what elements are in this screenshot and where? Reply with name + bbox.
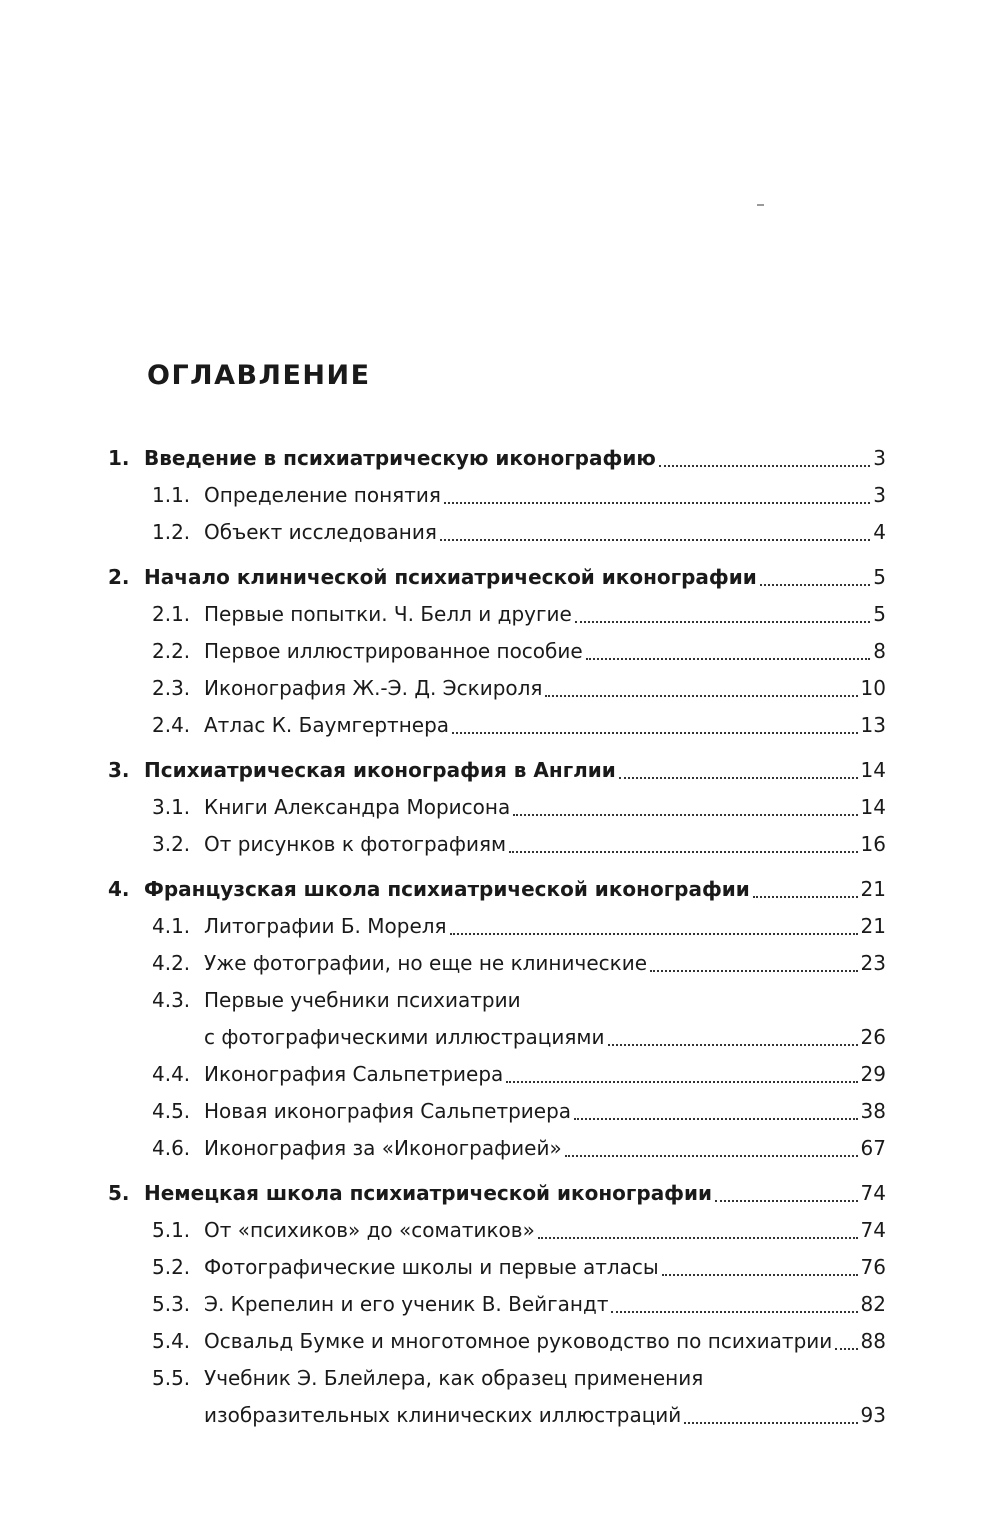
dot-leader [440, 539, 870, 541]
dot-leader [452, 732, 858, 734]
table-of-contents [108, 440, 886, 1434]
section-title: Иконография за «Иконографией» [204, 1136, 562, 1160]
dot-leader [565, 1155, 858, 1157]
dot-leader [662, 1274, 858, 1276]
chapter-page-number: 5 [873, 565, 886, 589]
section-title: Определение понятия [204, 483, 441, 507]
section-number: 3.2. [152, 832, 191, 856]
dot-leader [506, 1081, 857, 1083]
toc-section[interactable] [108, 514, 886, 551]
toc-section[interactable] [108, 477, 886, 514]
toc-section[interactable] [108, 908, 886, 945]
section-number: 4.4. [152, 1062, 191, 1086]
section-title: Атлас К. Баумгертнера [204, 713, 450, 737]
section-title: Иконография Ж.-Э. Д. Эскироля [204, 676, 543, 700]
dot-leader [574, 1118, 857, 1120]
section-page-number: 16 [860, 832, 886, 856]
chapter-title: Психиатрическая иконография в Англии [144, 758, 616, 782]
section-page-number: 8 [873, 639, 886, 663]
chapter-number: 2. [108, 565, 130, 589]
dot-leader [444, 502, 870, 504]
toc-section[interactable] [108, 633, 886, 670]
section-number: 5.1. [152, 1218, 191, 1242]
section-title: От «психиков» до «соматиков» [204, 1218, 535, 1242]
dot-leader [715, 1200, 857, 1202]
chapter-page-number: 74 [860, 1181, 886, 1205]
toc-section[interactable] [108, 1056, 886, 1093]
section-page-number: 88 [860, 1329, 886, 1353]
toc-section[interactable] [108, 1093, 886, 1130]
section-title: Фотографические школы и первые атласы [204, 1255, 659, 1279]
toc-section[interactable] [108, 982, 886, 1056]
toc-section[interactable] [108, 1249, 886, 1286]
chapter-number: 4. [108, 877, 130, 901]
toc-section[interactable] [108, 1286, 886, 1323]
dot-leader [509, 851, 857, 853]
section-number: 3.1. [152, 795, 191, 819]
section-page-number: 82 [860, 1292, 886, 1316]
toc-section[interactable] [108, 789, 886, 826]
section-title: Объект исследования [204, 520, 437, 544]
section-title: Э. Крепелин и его ученик В. Вейгандт [204, 1292, 609, 1316]
section-page-number: 26 [860, 1025, 886, 1049]
section-page-number: 67 [860, 1136, 886, 1160]
section-page-number: 5 [873, 602, 886, 626]
section-title: Освальд Бумке и многотомное руководство по психиатрии [204, 1329, 833, 1353]
dot-leader [575, 621, 870, 623]
dot-leader [611, 1311, 857, 1313]
section-page-number: 93 [860, 1403, 886, 1427]
toc-chapter[interactable] [108, 871, 886, 908]
toc-chapter[interactable] [108, 559, 886, 596]
section-number: 5.3. [152, 1292, 191, 1316]
dot-leader [684, 1422, 857, 1424]
dot-leader [545, 695, 857, 697]
toc-section[interactable] [108, 826, 886, 863]
section-page-number: 14 [860, 795, 886, 819]
section-number: 5.4. [152, 1329, 191, 1353]
chapter-title: Немецкая школа психиатрической иконографии [144, 1181, 713, 1205]
toc-chapter[interactable] [108, 440, 886, 477]
section-page-number: 4 [873, 520, 886, 544]
toc-section[interactable] [108, 1323, 886, 1360]
chapter-title: Начало клинической психиатрической иконографии [144, 565, 757, 589]
toc-chapter[interactable] [108, 752, 886, 789]
section-page-number: 23 [860, 951, 886, 975]
scan-speck [757, 204, 764, 206]
section-title: Первые учебники психиатрии [204, 988, 521, 1012]
section-title: Первые попытки. Ч. Белл и другие [204, 602, 572, 626]
section-number: 4.2. [152, 951, 191, 975]
chapter-title: Введение в психиатрическую иконографию [144, 446, 656, 470]
chapter-page-number: 3 [873, 446, 886, 470]
dot-leader [450, 933, 858, 935]
section-title: Учебник Э. Блейлера, как образец применения [204, 1366, 704, 1390]
section-page-number: 21 [860, 914, 886, 938]
dot-leader [835, 1348, 857, 1350]
section-title-continuation: изобразительных клинических иллюстраций [204, 1403, 682, 1427]
dot-leader [753, 896, 858, 898]
section-page-number: 29 [860, 1062, 886, 1086]
chapter-page-number: 14 [860, 758, 886, 782]
chapter-number: 5. [108, 1181, 130, 1205]
dot-leader [619, 777, 858, 779]
section-page-number: 10 [860, 676, 886, 700]
chapter-number: 3. [108, 758, 130, 782]
section-number: 2.2. [152, 639, 191, 663]
page-title: ОГЛАВЛЕНИЕ [147, 360, 371, 391]
chapter-number: 1. [108, 446, 130, 470]
toc-section[interactable] [108, 707, 886, 744]
toc-section[interactable] [108, 670, 886, 707]
section-number: 4.1. [152, 914, 191, 938]
section-number: 5.5. [152, 1366, 191, 1390]
section-title: Книги Александра Морисона [204, 795, 511, 819]
dot-leader [513, 814, 857, 816]
section-number: 1.1. [152, 483, 191, 507]
section-title: Новая иконография Сальпетриера [204, 1099, 572, 1123]
section-title: Иконография Сальпетриера [204, 1062, 504, 1086]
dot-leader [760, 584, 870, 586]
section-number: 5.2. [152, 1255, 191, 1279]
section-page-number: 76 [860, 1255, 886, 1279]
section-page-number: 13 [860, 713, 886, 737]
dot-leader [608, 1044, 858, 1046]
section-title: Литографии Б. Мореля [204, 914, 447, 938]
section-number: 4.5. [152, 1099, 191, 1123]
toc-section[interactable] [108, 1360, 886, 1434]
section-title-continuation: с фотографическими иллюстрациями [204, 1025, 605, 1049]
section-number: 4.6. [152, 1136, 191, 1160]
section-number: 2.3. [152, 676, 191, 700]
section-number: 2.1. [152, 602, 191, 626]
section-page-number: 3 [873, 483, 886, 507]
chapter-page-number: 21 [860, 877, 886, 901]
toc-chapter[interactable] [108, 1175, 886, 1212]
toc-section[interactable] [108, 1130, 886, 1167]
toc-section[interactable] [108, 1212, 886, 1249]
dot-leader [538, 1237, 858, 1239]
section-title: От рисунков к фотографиям [204, 832, 507, 856]
dot-leader [650, 970, 858, 972]
toc-section[interactable] [108, 596, 886, 633]
toc-section[interactable] [108, 945, 886, 982]
chapter-title: Французская школа психиатрической иконографии [144, 877, 750, 901]
dot-leader [586, 658, 871, 660]
section-title: Первое иллюстрированное пособие [204, 639, 583, 663]
section-number: 4.3. [152, 988, 191, 1012]
section-page-number: 74 [860, 1218, 886, 1242]
dot-leader [659, 465, 870, 467]
section-number: 2.4. [152, 713, 191, 737]
section-number: 1.2. [152, 520, 191, 544]
section-page-number: 38 [860, 1099, 886, 1123]
section-title: Уже фотографии, но еще не клинические [204, 951, 648, 975]
